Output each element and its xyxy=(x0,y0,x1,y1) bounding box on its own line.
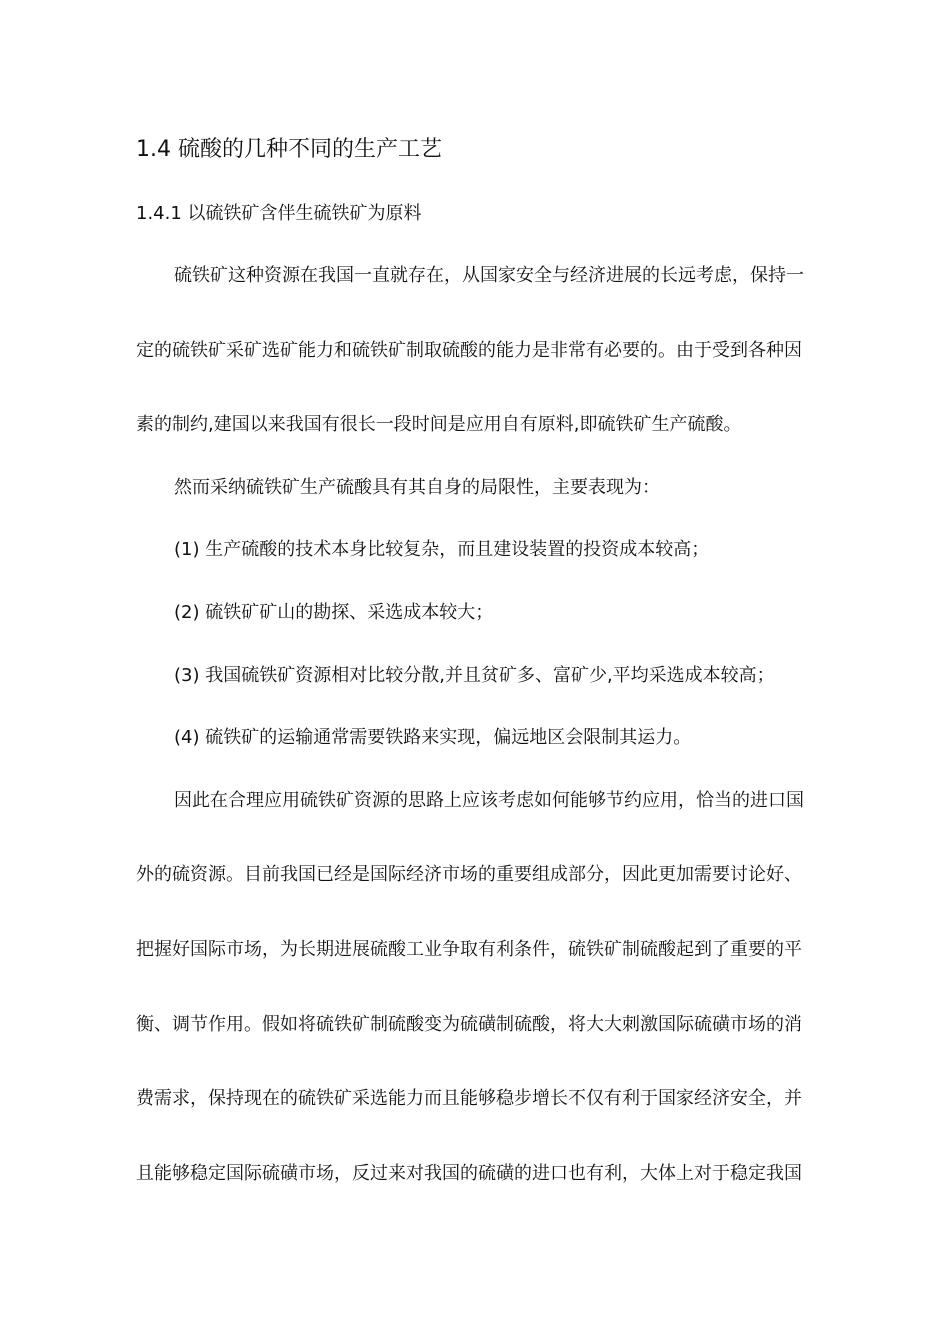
list-item: (4) 硫铁矿的运输通常需要铁路来实现，偏远地区会限制其运力。 xyxy=(174,727,692,748)
list-item: (1) 生产硫酸的技术本身比较复杂，而且建设装置的投资成本较高； xyxy=(174,539,710,560)
paragraph-line: 素的制约,建国以来我国有很长一段时间是应用自有原料,即硫铁矿生产硫酸。 xyxy=(136,414,742,435)
paragraph-line: 因此在合理应用硫铁矿资源的思路上应该考虑如何能够节约应用，恰当的进口国 xyxy=(174,790,804,811)
list-item: (3) 我国硫铁矿资源相对比较分散,并且贫矿多、富矿少,平均采选成本较高； xyxy=(174,665,775,686)
paragraph-line: 费需求，保持现在的硫铁矿采选能力而且能够稳步增长不仅有利于国家经济安全，并 xyxy=(136,1088,802,1109)
paragraph-line: 然而采纳硫铁矿生产硫酸具有其自身的局限性，主要表现为： xyxy=(174,477,660,498)
paragraph-line: 且能够稳定国际硫磺市场，反过来对我国的硫磺的进口也有利，大体上对于稳定我国 xyxy=(136,1163,802,1184)
subsection-heading: 1.4.1 以硫铁矿含伴生硫铁矿为原料 xyxy=(136,203,422,224)
paragraph-line: 定的硫铁矿采矿选矿能力和硫铁矿制取硫酸的能力是非常有必要的。由于受到各种因 xyxy=(136,340,802,361)
list-item: (2) 硫铁矿矿山的勘探、采选成本较大； xyxy=(174,602,494,623)
paragraph-line: 衡、调节作用。假如将硫铁矿制硫酸变为硫磺制硫酸，将大大刺激国际硫磺市场的消 xyxy=(136,1014,802,1035)
paragraph-line: 把握好国际市场，为长期进展硫酸工业争取有利条件，硫铁矿制硫酸起到了重要的平 xyxy=(136,939,802,960)
paragraph-line: 外的硫资源。目前我国已经是国际经济市场的重要组成部分，因此更加需要讨论好、 xyxy=(136,864,802,885)
section-heading: 1.4 硫酸的几种不同的生产工艺 xyxy=(136,137,442,162)
paragraph-line: 硫铁矿这种资源在我国一直就存在，从国家安全与经济进展的长远考虑，保持一 xyxy=(174,265,804,286)
